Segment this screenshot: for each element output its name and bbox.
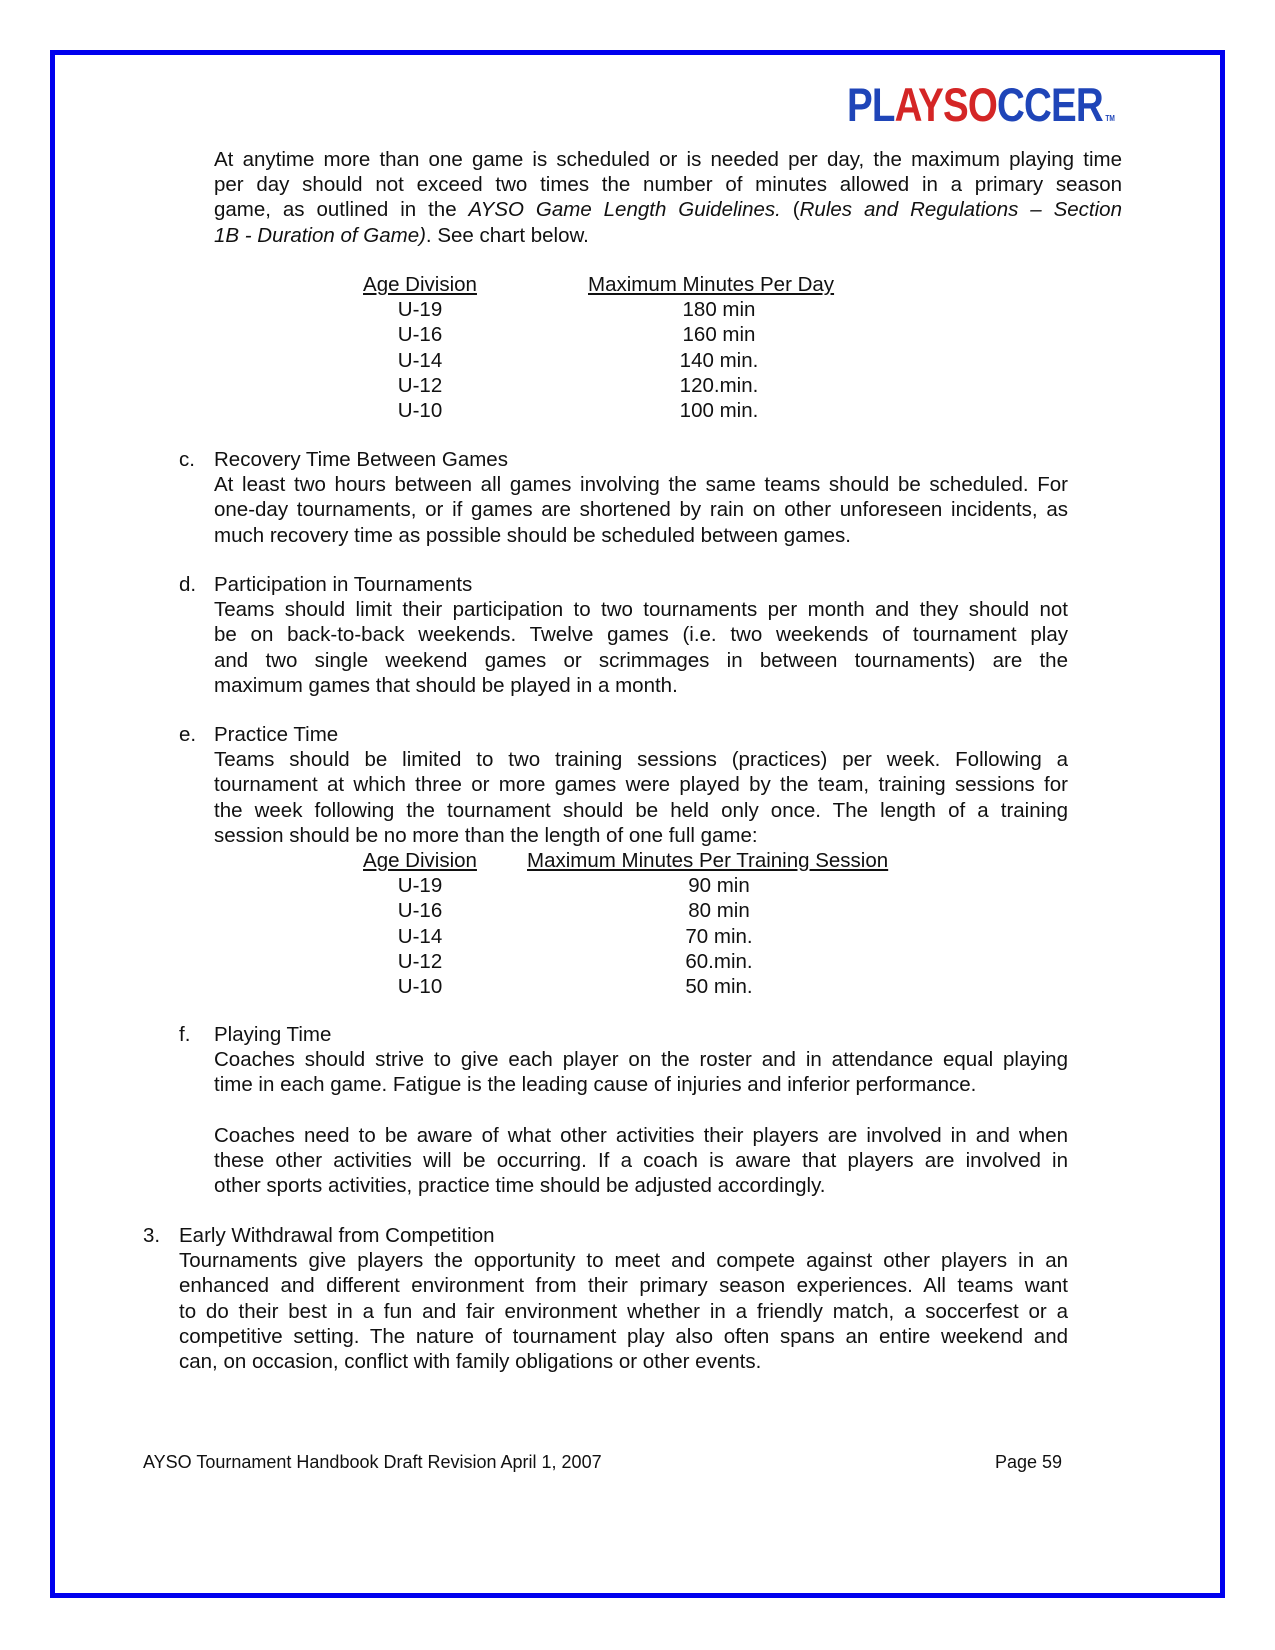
max-minutes-per-day-table: [358, 272, 850, 423]
table-row: [358, 898, 911, 923]
section-reference: 1B - Duration of Game): [214, 223, 426, 247]
section-practice-time: [214, 722, 1068, 848]
table-row: [358, 348, 850, 373]
section-line: one-day tournaments, or if games are shortened by rain on other unforeseen incidents, as: [214, 498, 1068, 522]
paragraph-gap: [214, 1098, 1068, 1123]
section-line: enhanced and different environment from their primary season experiences. All teams want: [179, 1274, 1068, 1298]
table-row: [358, 297, 850, 322]
table-cell: U-16: [397, 899, 443, 923]
max-minutes-per-training-table: [358, 848, 911, 999]
section-line: much recovery time as possible should be scheduled between games.: [214, 523, 851, 547]
section-participation: [214, 572, 1068, 698]
table-row: [358, 949, 911, 974]
section-line: to do their best in a fun and fair environment whether in a friendly match, a soccerfest or a: [179, 1299, 1068, 1323]
section-line: can, on occasion, conflict with family obligations or other events.: [179, 1350, 762, 1374]
section-line: Teams should limit their participation to two tournaments per month and they should not: [214, 598, 1068, 622]
table-cell: 100 min.: [679, 399, 759, 423]
section-marker: 3.: [143, 1224, 161, 1247]
logo-text-ccer: CCER: [997, 78, 1103, 131]
table-cell: U-19: [397, 298, 443, 322]
table-cell: 120.min.: [679, 373, 759, 397]
table-cell: 140 min.: [679, 348, 759, 372]
table-cell: U-14: [397, 924, 443, 948]
rules-reference: Rules and Regulations – Section: [799, 198, 1122, 222]
column-header: Age Division: [363, 849, 477, 872]
intro-paragraph: [214, 147, 1122, 248]
column-header: Age Division: [363, 273, 477, 296]
table-cell: 80 min: [688, 899, 750, 923]
section-playing-time: [214, 1022, 1068, 1198]
section-line: tournament at which three or more games were played by the team, training sessions for: [214, 773, 1068, 797]
logo-text-ayso: AYSO: [894, 78, 998, 131]
section-marker: e.: [179, 723, 197, 746]
table-cell: 50 min.: [685, 975, 753, 999]
table-row: [358, 398, 850, 423]
table-cell: U-16: [397, 323, 443, 347]
table-cell: U-12: [397, 373, 443, 397]
section-line: time in each game. Fatigue is the leading cause of injuries and inferior performance.: [214, 1073, 977, 1097]
section-line: Tournaments give players the opportunity to meet and compete against other players in an: [179, 1249, 1068, 1273]
column-header: Maximum Minutes Per Training Session: [527, 849, 889, 872]
table-cell: U-10: [397, 975, 443, 999]
section-early-withdrawal: [179, 1223, 1068, 1374]
section-line: and two single weekend games or scrimmages in between tournaments) are the: [214, 648, 1068, 672]
section-line: these other activities will be occurring. If a coach is aware that players are involved in: [214, 1148, 1068, 1172]
table-cell: U-19: [397, 874, 443, 898]
column-header: Maximum Minutes Per Day: [588, 273, 835, 296]
guidelines-reference: AYSO Game Length Guidelines.: [468, 198, 781, 222]
section-title: Playing Time: [214, 1023, 332, 1046]
footer-document-title: AYSO Tournament Handbook Draft Revision April 1, 2007: [143, 1452, 602, 1472]
table-header-row: [358, 272, 850, 297]
section-line: At least two hours between all games involving the same teams should be scheduled. For: [214, 473, 1068, 497]
table-cell: 160 min: [682, 323, 756, 347]
trademark-mark: TM: [1105, 114, 1115, 123]
table-cell: U-12: [397, 949, 443, 973]
section-line: be on back-to-back weekends. Twelve games (i.e. two weekends of tournament play: [214, 623, 1068, 647]
playsoccer-logo: [847, 80, 1115, 144]
intro-text: . See chart below.: [425, 223, 589, 247]
table-row: [358, 322, 850, 347]
intro-line: [214, 197, 1122, 222]
table-cell: U-10: [397, 399, 443, 423]
section-line: session should be no more than the length of one full game:: [214, 823, 758, 847]
section-line: competitive setting. The nature of tournament play also often spans an entire weekend and: [179, 1324, 1068, 1348]
section-title: Practice Time: [214, 723, 339, 746]
section-title: Participation in Tournaments: [214, 573, 473, 596]
section-line: Coaches need to be aware of what other activities their players are involved in and when: [214, 1123, 1068, 1147]
table-row: [358, 373, 850, 398]
section-line: the week following the tournament should be held only once. The length of a training: [214, 798, 1068, 822]
section-title: Early Withdrawal from Competition: [179, 1224, 495, 1247]
intro-line: per day should not exceed two times the number of minutes allowed in a primary season: [214, 173, 1122, 197]
table-cell: 70 min.: [685, 924, 753, 948]
table-header-row: [358, 848, 911, 873]
section-marker: f.: [179, 1023, 191, 1046]
section-recovery-time: [214, 447, 1068, 548]
table-cell: 60.min.: [685, 949, 753, 973]
table-row: [358, 974, 911, 999]
intro-line: At anytime more than one game is scheduled or is needed per day, the maximum playing time: [214, 148, 1122, 171]
table-row: [358, 873, 911, 898]
table-cell: U-14: [397, 348, 443, 372]
table-cell: 180 min: [682, 298, 756, 322]
section-marker: c.: [179, 448, 195, 471]
section-line: other sports activities, practice time should be adjusted accordingly.: [214, 1174, 826, 1198]
section-line: Coaches should strive to give each player on the roster and in attendance equal playing: [214, 1048, 1068, 1072]
footer-page-number: Page 59: [995, 1452, 1063, 1472]
table-row: [358, 924, 911, 949]
section-title: Recovery Time Between Games: [214, 448, 508, 471]
table-cell: 90 min: [688, 874, 750, 898]
intro-text: (: [780, 198, 800, 222]
section-marker: d.: [179, 573, 197, 596]
logo-text-pl: PL: [847, 78, 895, 131]
section-line: Teams should be limited to two training sessions (practices) per week. Following a: [214, 748, 1068, 772]
intro-text: game, as outlined in the: [214, 198, 469, 222]
section-line: maximum games that should be played in a month.: [214, 673, 678, 697]
intro-line: [214, 223, 1122, 248]
